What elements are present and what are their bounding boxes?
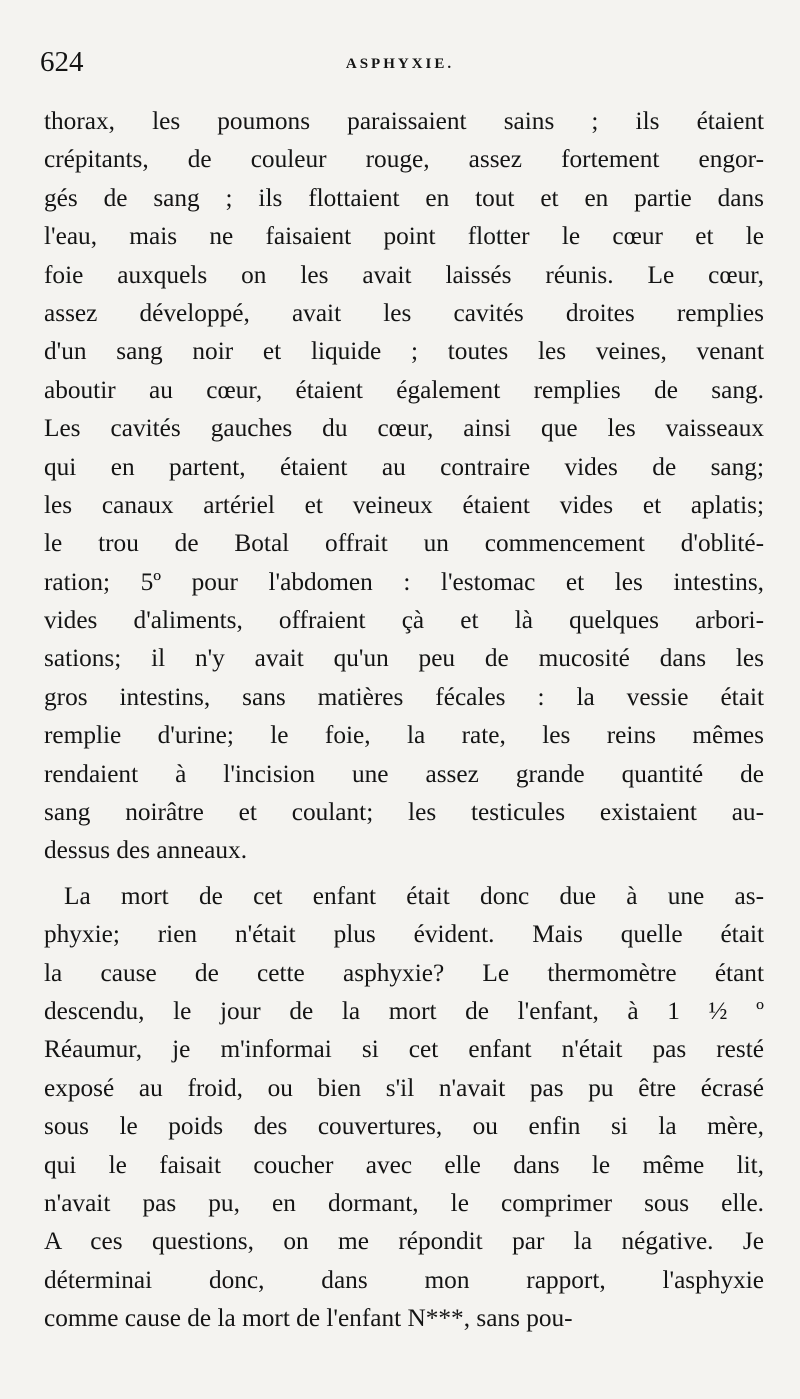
- text-line: crépitants, de couleur rouge, assez fortement engor-: [44, 145, 764, 174]
- running-head: ASPHYXIE.: [345, 56, 455, 72]
- text-line: la cause de cette asphyxie? Le thermomètre étant: [44, 958, 764, 987]
- paragraph-2: [44, 877, 764, 1338]
- text-line: qui en partent, étaient au contraire vides de sang;: [44, 452, 764, 481]
- text-line: qui le faisait coucher avec elle dans le même lit,: [44, 1150, 764, 1179]
- text-line: l'eau, mais ne faisaient point flotter le cœur et le: [44, 222, 764, 251]
- text-line: exposé au froid, ou bien s'il n'avait pas pu être écrasé: [44, 1073, 764, 1102]
- text-line: déterminai donc, dans mon rapport, l'asphyxie: [44, 1265, 764, 1294]
- text-line: sations; il n'y avait qu'un peu de mucosité dans les: [44, 644, 764, 673]
- text-line: Les cavités gauches du cœur, ainsi que les vaisseaux: [44, 414, 764, 443]
- text-line: foie auxquels on les avait laissés réunis. Le cœur,: [44, 260, 764, 289]
- text-line: le trou de Botal offrait un commencement d'oblité-: [44, 529, 764, 558]
- text-line: assez développé, avait les cavités droites remplies: [44, 298, 764, 327]
- text-line: ration; 5º pour l'abdomen : l'estomac et les intestins,: [44, 567, 764, 596]
- text-line: thorax, les poumons paraissaient sains ; ils étaient: [44, 107, 764, 135]
- text-line: gros intestins, sans matières fécales : la vessie était: [44, 682, 764, 711]
- paragraph-1: [44, 102, 764, 870]
- page-header: [40, 46, 760, 86]
- page-body: [44, 102, 764, 1338]
- text-line: sang noirâtre et coulant; les testicules existaient au-: [44, 798, 764, 827]
- text-line: La mort de cet enfant était donc due à une as-: [64, 881, 764, 910]
- page-number: 624: [40, 46, 84, 78]
- text-line: phyxie; rien n'était plus évident. Mais quelle était: [44, 920, 764, 949]
- text-line: n'avait pas pu, en dormant, le comprimer sous elle.: [44, 1188, 764, 1217]
- text-line: les canaux artériel et veineux étaient vides et aplatis;: [44, 490, 764, 519]
- text-line: A ces questions, on me répondit par la négative. Je: [44, 1227, 764, 1256]
- text-line: sous le poids des couvertures, ou enfin si la mère,: [44, 1112, 764, 1141]
- text-line: d'un sang noir et liquide ; toutes les veines, venant: [44, 337, 764, 366]
- text-line: aboutir au cœur, étaient également remplies de sang.: [44, 375, 764, 404]
- text-line: comme cause de la mort de l'enfant N***, sans pou-: [44, 1304, 573, 1333]
- text-line: vides d'aliments, offraient çà et là quelques arbori-: [44, 606, 764, 635]
- text-line: gés de sang ; ils flottaient en tout et en partie dans: [44, 183, 764, 212]
- text-line: Réaumur, je m'informai si cet enfant n'était pas resté: [44, 1035, 764, 1064]
- text-line: dessus des anneaux.: [44, 836, 248, 865]
- text-line: rendaient à l'incision une assez grande quantité de: [44, 759, 764, 788]
- text-line: descendu, le jour de la mort de l'enfant, à 1 ½ º: [44, 996, 764, 1025]
- text-line: remplie d'urine; le foie, la rate, les reins mêmes: [44, 721, 764, 750]
